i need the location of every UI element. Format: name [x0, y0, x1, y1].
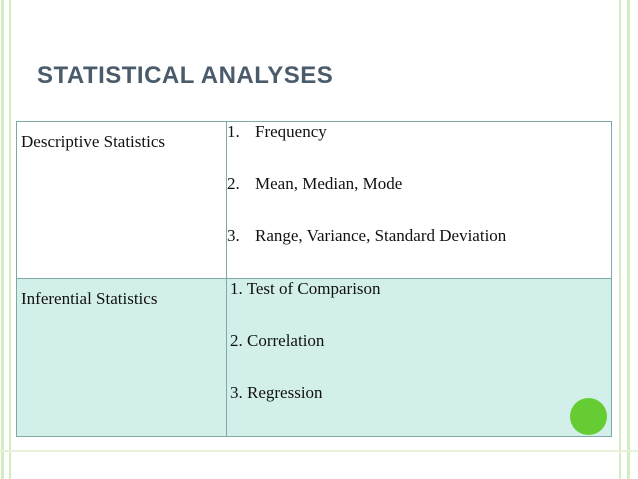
list-item: 2. Correlation [230, 331, 325, 350]
items-cell-inferential [227, 279, 612, 437]
items-cell-descriptive [227, 122, 612, 279]
table-row-descriptive [17, 122, 612, 279]
row-label-inferential: Inferential Statistics [17, 279, 227, 437]
frame-line-left-inner [9, 0, 11, 479]
frame-line-right-outer [627, 0, 630, 479]
list-item: 3. Regression [230, 383, 323, 402]
list-item [227, 122, 611, 174]
item-text: Mean, Median, Mode [255, 174, 403, 193]
item-number: 2. [227, 174, 240, 193]
list-item [227, 226, 611, 278]
item-number: 3. [227, 226, 240, 245]
green-dot-decoration [570, 398, 607, 435]
slide-title: STATISTICAL ANALYSES [37, 62, 334, 89]
item-text: Range, Variance, Standard Deviation [255, 226, 507, 245]
frame-line-bottom [0, 450, 638, 452]
frame-line-left-outer [1, 0, 4, 479]
item-number: 1. [227, 122, 240, 141]
table-row-inferential [17, 279, 612, 437]
list-item [227, 174, 611, 226]
item-text: Frequency [255, 122, 327, 141]
row-label-descriptive: Descriptive Statistics [17, 122, 227, 279]
frame-line-right-inner [619, 0, 621, 479]
list-item: 1. Test of Comparison [230, 279, 381, 298]
statistics-table [16, 121, 612, 437]
